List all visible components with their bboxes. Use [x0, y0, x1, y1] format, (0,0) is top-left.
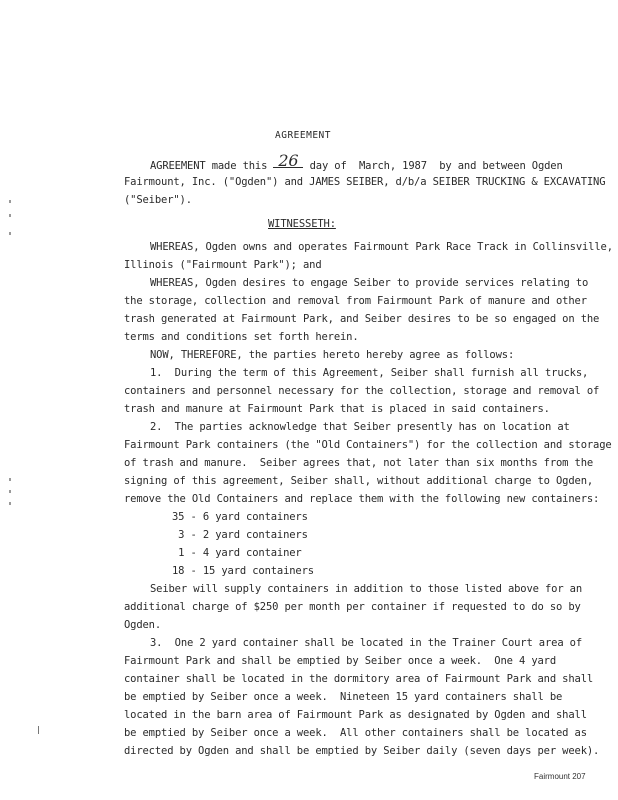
opening-text-a: AGREEMENT made this [150, 160, 268, 172]
scan-artifact [9, 490, 11, 493]
body-line: directed by Ogden and shall be emptied by Seiber daily (seven days per week). [124, 745, 600, 757]
scan-artifact [9, 214, 11, 217]
body-line: trash generated at Fairmount Park, and Seiber desires to be so engaged on the [124, 313, 600, 325]
body-line: Fairmount Park and shall be emptied by Seiber once a week. One 4 yard [124, 655, 557, 667]
handwritten-day: 26 [273, 155, 303, 168]
body-line: signing of this agreement, Seiber shall, without additional charge to Ogden, [124, 475, 594, 487]
opening-text-b: day of March, 1987 by and between Ogden [309, 160, 563, 172]
body-line: remove the Old Containers and replace them with the following new containers: [124, 493, 600, 505]
body-line: terms and conditions set forth herein. [124, 331, 359, 343]
body-line: additional charge of $250 per month per container if requested to do so by [124, 601, 581, 613]
body-line: ("Seiber"). [124, 194, 192, 206]
body-line: Fairmount Park containers (the "Old Containers") for the collection and storage [124, 439, 612, 451]
body-line: Illinois ("Fairmount Park"); and [124, 259, 322, 271]
body-line: located in the barn area of Fairmount Park as designated by Ogden and shall [124, 709, 587, 721]
scan-artifact [38, 726, 39, 734]
body-line: 1. During the term of this Agreement, Seiber shall furnish all trucks, [150, 367, 589, 379]
scan-artifact [9, 232, 11, 235]
container-list-item: 3 - 2 yard containers [172, 529, 308, 541]
body-line: WHEREAS, Ogden owns and operates Fairmount Park Race Track in Collinsville, [150, 241, 613, 253]
body-line: containers and personnel necessary for the collection, storage and removal of [124, 385, 600, 397]
body-line: Seiber will supply containers in addition to those listed above for an [150, 583, 583, 595]
body-line: of trash and manure. Seiber agrees that, not later than six months from the [124, 457, 594, 469]
body-line: trash and manure at Fairmount Park that is placed in said containers. [124, 403, 550, 415]
body-line: 3. One 2 yard container shall be located in the Trainer Court area of [150, 637, 583, 649]
scan-artifact [9, 200, 11, 203]
document-title: AGREEMENT [275, 130, 331, 141]
body-line: be emptied by Seiber once a week. All other containers shall be located as [124, 727, 587, 739]
opening-line [150, 151, 563, 172]
body-line: be emptied by Seiber once a week. Nineteen 15 yard containers shall be [124, 691, 563, 703]
body-line: 2. The parties acknowledge that Seiber presently has on location at [150, 421, 570, 433]
body-line: Ogden. [124, 619, 162, 631]
body-line: container shall be located in the dormitory area of Fairmount Park and shall [124, 673, 594, 685]
body-line: the storage, collection and removal from Fairmount Park of manure and other [124, 295, 587, 307]
scan-artifact [9, 502, 11, 505]
container-list-item: 18 - 15 yard containers [172, 565, 314, 577]
container-list-item: 1 - 4 yard container [172, 547, 302, 559]
section-heading: WITNESSETH: [268, 218, 336, 230]
scan-artifact [9, 478, 11, 481]
bates-number: Fairmount 207 [534, 772, 586, 781]
body-line: NOW, THEREFORE, the parties hereto hereby agree as follows: [150, 349, 515, 361]
container-list-item: 35 - 6 yard containers [172, 511, 308, 523]
body-line: WHEREAS, Ogden desires to engage Seiber to provide services relating to [150, 277, 589, 289]
body-line: Fairmount, Inc. ("Ogden") and JAMES SEIBER, d/b/a SEIBER TRUCKING & EXCAVATING [124, 176, 606, 188]
